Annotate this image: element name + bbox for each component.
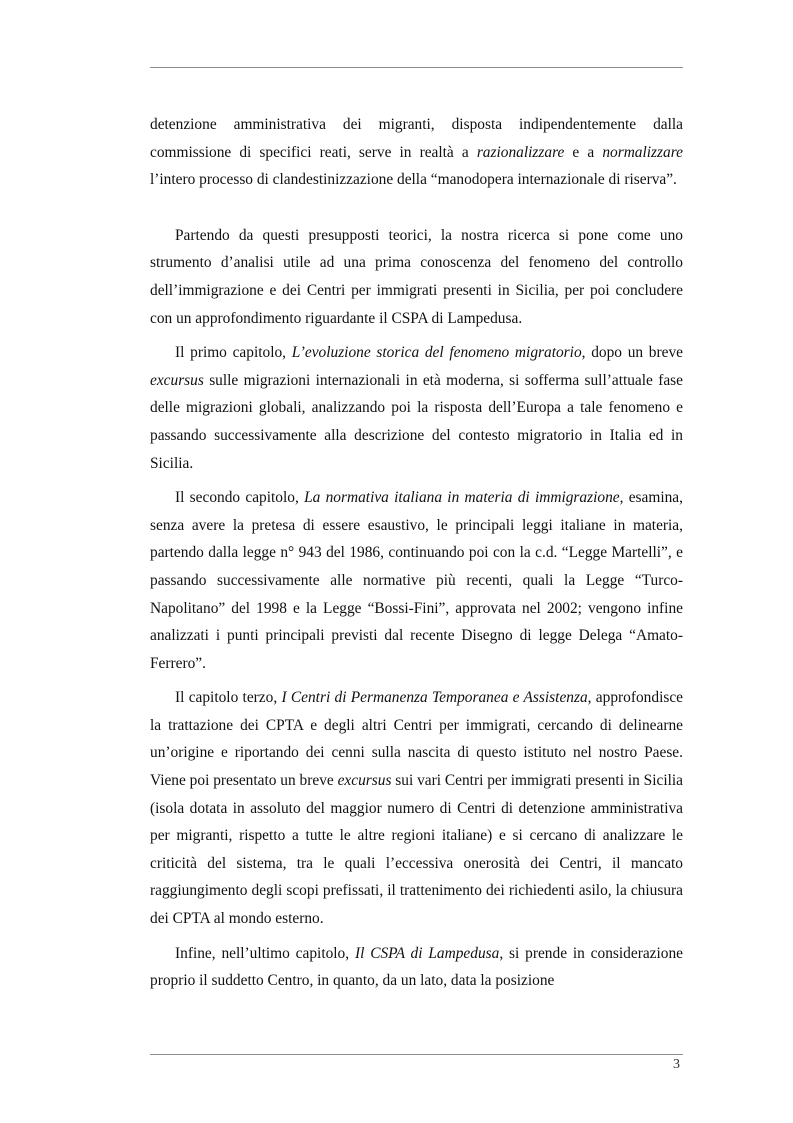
- text-run: Il secondo capitolo,: [175, 489, 305, 507]
- section-gap: [150, 194, 683, 222]
- text-run: sui vari Centri per immigrati presenti in Sicilia (isola dotata in assoluto del maggior numero di Centri di detenzione amministrativa per migranti, rispetto a tutte le altre regioni italiane) e si cercano di analizzare le criticità del sistema, tra le quali l’eccessiva onerosità dei Centri, il mancato raggiungimento degli scopi prefissati, il trattenimento dei richiedenti asilo, la chiusura dei CPTA al mondo esterno.: [150, 772, 683, 928]
- header-rule: [150, 67, 683, 68]
- italic-text: La normativa italiana in materia di immigrazione: [304, 489, 620, 507]
- text-run: l’intero processo di clandestinizzazione della “manodopera internazionale di riserva”.: [150, 171, 677, 189]
- text-run: Infine, nell’ultimo capitolo,: [175, 944, 355, 962]
- italic-text: razionalizzare: [476, 143, 565, 161]
- text-run: detenzione amministrativa dei migranti, disposta indipendentemente dalla commissione di specifici reati, serve in realtà a: [150, 116, 683, 161]
- text-run: , si prende in considerazione proprio il suddetto Centro, in quanto, da un lato, data la posizione: [150, 944, 683, 990]
- text-run: e a: [564, 143, 603, 161]
- paragraph-continuation: [150, 111, 683, 194]
- paragraph-intro: [150, 222, 683, 332]
- paragraph-chapter-two: [150, 484, 683, 677]
- paragraph-spacer: [150, 477, 683, 484]
- text-run: , approfondisce la trattazione dei CPTA e degli altri Centri per immigrati, cercando di delinearne un’origine e riportando dei cenni sulla nascita di questo istituto nel nostro Paese. Viene poi presentato un breve: [150, 689, 683, 790]
- text-run: Il primo capitolo,: [175, 344, 292, 362]
- text-run: sulle migrazioni internazionali in età moderna, si sofferma sull’attuale fase delle migrazioni globali, analizzando poi la risposta dell’Europa a tale fenomeno e passando successivamente alla descrizione del contesto migratorio in Italia ed in Sicilia.: [150, 371, 683, 472]
- paragraph-spacer: [150, 332, 683, 339]
- paragraph-chapter-four: [150, 940, 683, 995]
- page-body: [150, 111, 683, 995]
- text-run: Il capitolo terzo,: [175, 689, 282, 707]
- italic-text: excursus: [337, 772, 392, 790]
- italic-text: Il CSPA di Lampedusa: [354, 944, 500, 962]
- page-number: 3: [673, 1057, 680, 1072]
- paragraph-spacer: [150, 677, 683, 684]
- text-run: , dopo un breve: [581, 344, 683, 362]
- paragraph-chapter-one: [150, 339, 683, 477]
- italic-text: L’evoluzione storica del fenomeno migratorio: [291, 344, 582, 362]
- text-run: Partendo da questi presupposti teorici, la nostra ricerca si pone come uno strumento d’analisi utile ad una prima conoscenza del fenomeno del controllo dell’immigrazione e dei Centri per immigrati presenti in Sicilia, per poi concludere con un approfondimento riguardante il CSPA di Lampedusa.: [150, 226, 683, 327]
- paragraph-chapter-three: [150, 684, 683, 932]
- italic-text: excursus: [150, 371, 204, 389]
- footer-rule: [150, 1054, 683, 1055]
- paragraph-spacer: [150, 933, 683, 940]
- italic-text: normalizzare: [602, 143, 683, 161]
- text-run: , esamina, senza avere la pretesa di essere esaustivo, le principali leggi italiane in materia, partendo dalla legge n° 943 del 1986, continuando poi con la c.d. “Legge Martelli”, e passando successivamente alle normative più recenti, quali la Legge “Turco-Napolitano” del 1998 e la Legge “Bossi-Fini”, approvata nel 2002; vengono infine analizzati i punti principali previsti dal recente Disegno di legge Delega “Amato-Ferrero”.: [150, 489, 683, 672]
- italic-text: I Centri di Permanenza Temporanea e Assistenza: [281, 689, 588, 707]
